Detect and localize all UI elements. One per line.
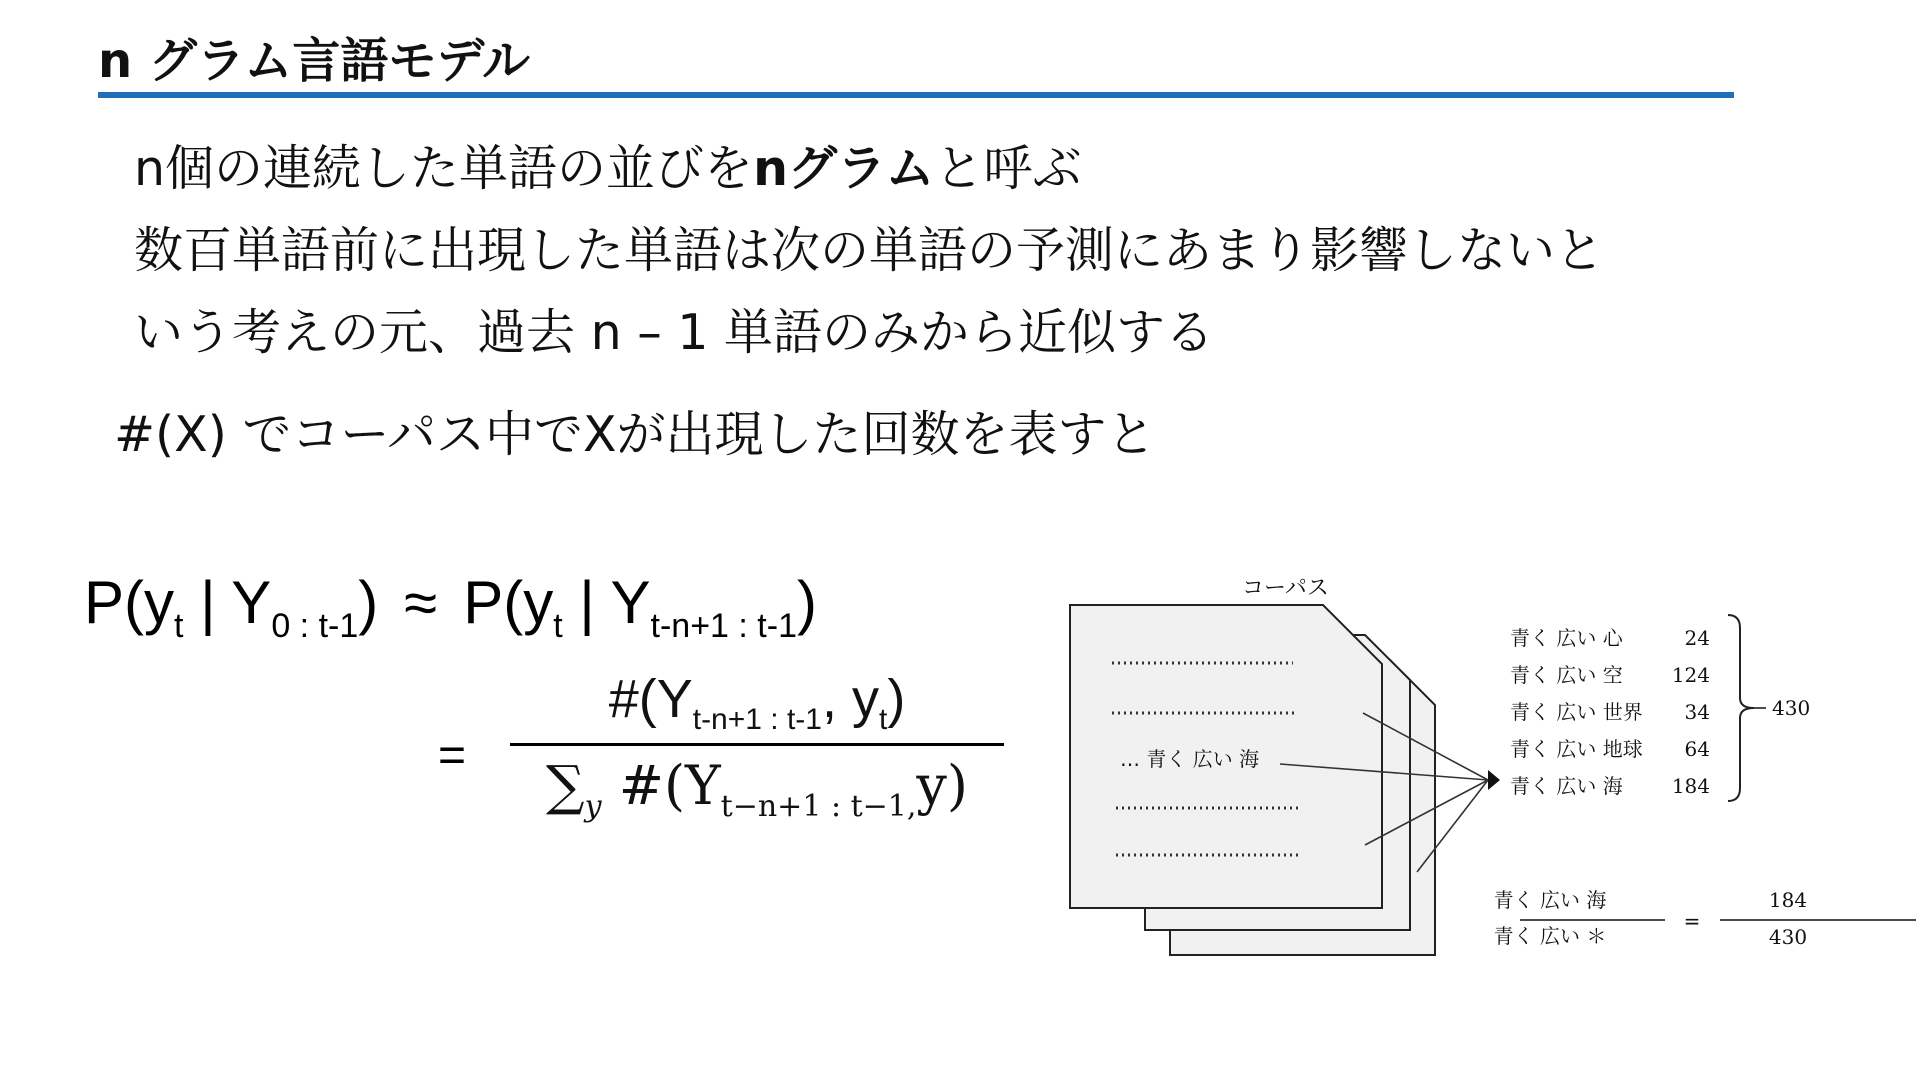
row-3-phrase: 青く 広い 世界 — [1510, 700, 1643, 724]
formula-close: ) — [358, 569, 379, 636]
body-line-4: #(X) でコーパス中でXが出現した回数を表すと — [114, 406, 1156, 463]
row-2-phrase: 青く 広い 空 — [1510, 663, 1623, 687]
num-open: #(Y — [608, 669, 693, 729]
page-sample-phrase: … 青く 広い 海 — [1120, 747, 1260, 771]
formula-pipe-y-2: | Y — [562, 569, 651, 636]
prob-equals: = — [1683, 909, 1701, 933]
line1-text-post: と呼ぶ — [934, 140, 1082, 197]
line1-bold-term: nグラム — [753, 140, 935, 197]
total-count: 430 — [1772, 696, 1811, 720]
den-mid: #(Y — [601, 754, 721, 817]
corpus-label: コーパス — [1242, 576, 1329, 601]
approx-sign: ≈ — [404, 569, 438, 636]
sigma-sub-y: y — [584, 789, 602, 824]
num-sub-range: t-n+1 : t-1 — [692, 703, 822, 736]
num-close: ) — [887, 669, 906, 729]
row-4-count: 64 — [1684, 737, 1710, 761]
row-1-phrase: 青く 広い 心 — [1510, 626, 1623, 650]
den-sub-range: t−n+1 : t−1, — [720, 789, 917, 824]
formula-close-2: ) — [796, 569, 817, 636]
body-line-3: いう考えの元、過去 n – 1 単語のみから近似する — [134, 304, 1215, 361]
count-fraction — [510, 668, 1004, 824]
row-1-count: 24 — [1684, 626, 1710, 650]
title-underline — [98, 92, 1734, 98]
prob-right-numerator: 184 — [1768, 888, 1808, 912]
fraction-numerator — [510, 668, 1004, 737]
sigma-symbol: ∑ — [546, 754, 585, 817]
line1-text-pre: n個の連続した単語の並びを — [134, 140, 754, 197]
formula-sub-t-2: t — [553, 607, 563, 645]
arrowhead — [1488, 770, 1500, 790]
body-line-1 — [134, 130, 1081, 200]
formula-sub-t: t — [174, 607, 184, 645]
brace — [1728, 615, 1754, 801]
prob-left-numerator: 青く 広い 海 — [1493, 888, 1607, 912]
num-sub-t: t — [878, 703, 888, 736]
den-close: y) — [916, 754, 968, 817]
prob-left-denominator: 青く 広い ＊ — [1493, 924, 1607, 948]
body-line-2: 数百単語前に出現した単語は次の単語の予測にあまり影響しないと — [134, 222, 1605, 279]
row-2-count: 124 — [1671, 663, 1710, 687]
formula-p-open-2: P(y — [463, 569, 554, 636]
corpus-ngram-diagram — [1040, 570, 1920, 990]
num-mid: , y — [821, 669, 879, 729]
equals-sign: = — [438, 729, 467, 782]
approximation-formula — [84, 568, 817, 646]
row-4-phrase: 青く 広い 地球 — [1510, 737, 1643, 761]
formula-sub-ngram-history: t-n+1 : t-1 — [650, 607, 797, 645]
row-5-count: 184 — [1671, 774, 1710, 798]
row-3-count: 34 — [1684, 700, 1710, 724]
fraction-bar — [510, 743, 1004, 746]
formula-sub-full-history: 0 : t-1 — [271, 607, 359, 645]
slide-title: n グラム言語モデル — [98, 33, 531, 89]
probability-fraction — [1494, 888, 1916, 949]
row-5-phrase: 青く 広い 海 — [1510, 774, 1623, 798]
formula-p-open: P(y — [84, 569, 174, 636]
fraction-denominator — [510, 754, 1004, 824]
count-table — [1510, 626, 1710, 798]
formula-pipe-y: | Y — [183, 569, 272, 636]
prob-right-denominator: 430 — [1768, 925, 1808, 949]
corpus-pages — [1070, 605, 1435, 955]
